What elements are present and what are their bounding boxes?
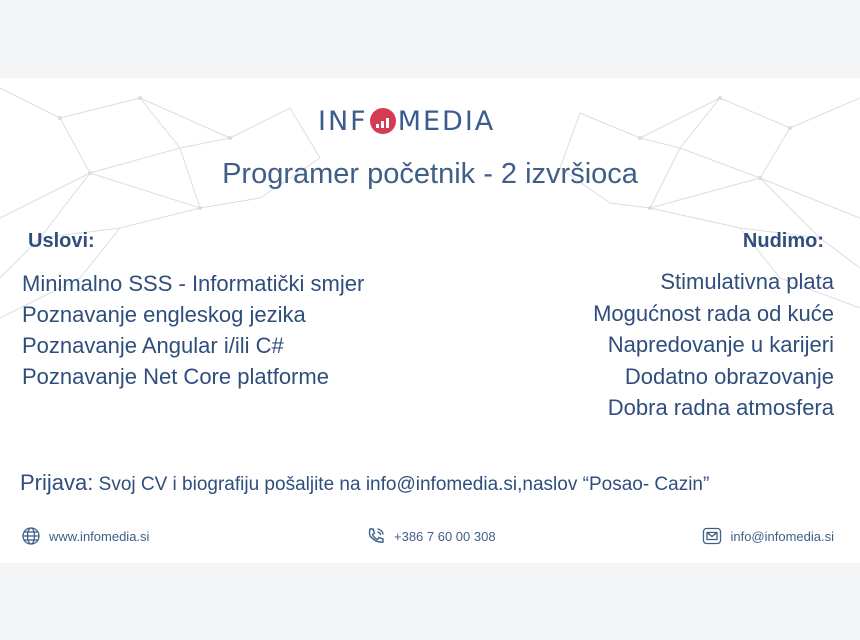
application-label: Prijava: [20,470,94,495]
phone-icon [366,526,386,546]
job-ad-card [0,78,860,563]
top-band [0,0,860,78]
globe-icon [21,526,41,546]
list-item: Napredovanje u karijeri [607,332,834,357]
offers-list [593,266,834,424]
conditions-list [22,268,364,392]
website-text: www.infomedia.si [49,528,150,544]
email-text: info@infomedia.si [730,528,834,544]
contact-website[interactable] [21,526,149,546]
list-item: Mogućnost rada od kuće [593,300,834,326]
list-item: Dobra radna atmosfera [607,395,834,420]
envelope-icon [702,526,722,546]
job-title: Programer početnik - 2 izvršioca [222,158,638,190]
logo-chart-icon [370,108,396,134]
bottom-band [0,563,860,640]
list-item: Stimulativna plata [660,269,834,294]
infomedia-logo [318,106,495,136]
offers-heading: Nudimo: [742,230,824,252]
contact-phone[interactable] [366,526,496,546]
list-item: Poznavanje Net Core platforme [22,364,329,389]
application-text: Svoj CV i biografiju pošaljite na info@infomedia.si,naslov “Posao- Cazin” [98,474,710,495]
list-item: Poznavanje Angular i/ili C# [22,333,284,358]
list-item: Poznavanje engleskog jezika [22,302,306,327]
logo-text-right: MEDIA [397,105,496,137]
phone-text: +386 7 60 00 308 [394,528,496,544]
contact-email[interactable] [702,526,834,546]
application-line [20,470,709,496]
conditions-heading: Uslovi: [28,230,95,252]
list-item: Minimalno SSS - Informatički smjer [22,271,365,296]
logo-text-left: INF [318,105,368,137]
list-item: Dodatno obrazovanje [624,363,834,389]
